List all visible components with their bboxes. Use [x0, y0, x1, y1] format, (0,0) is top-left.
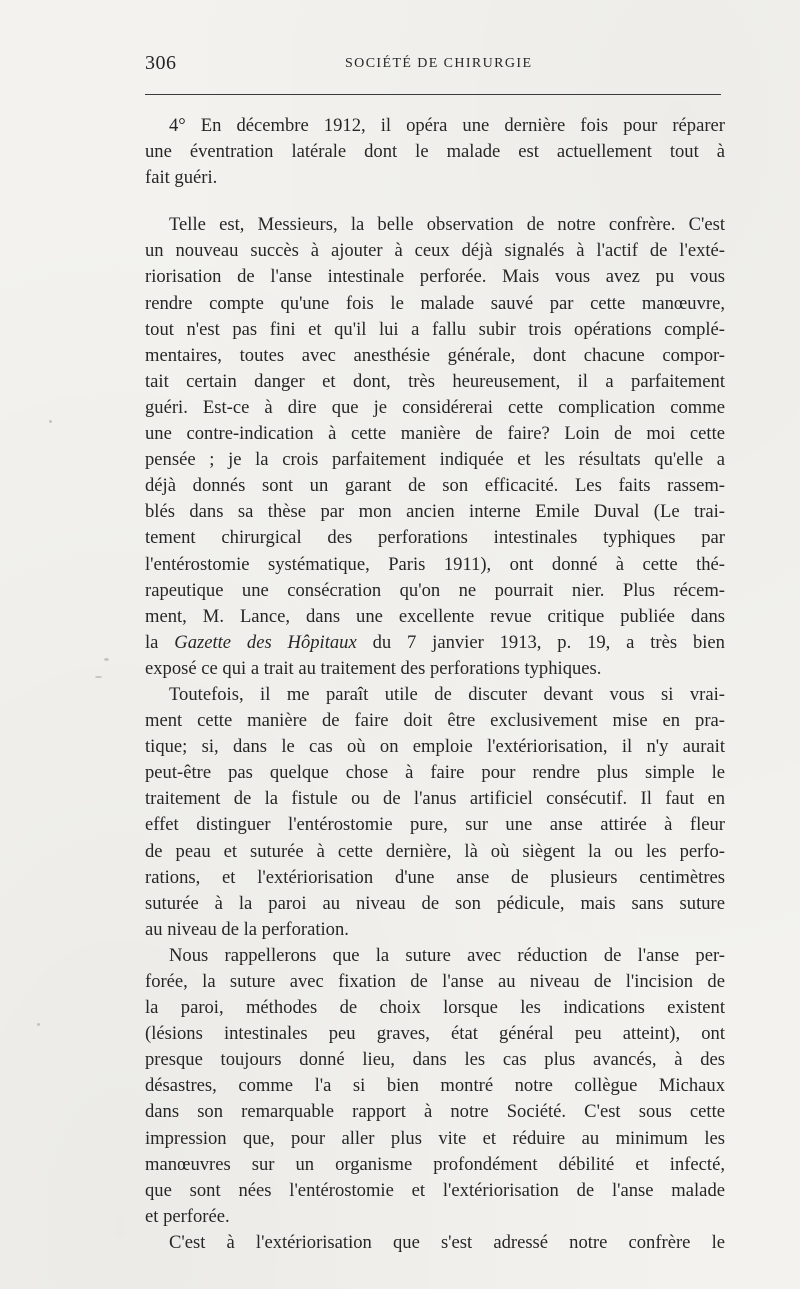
text-line: effet distinguer l'entérostomie pure, sur une anse attirée à fleur — [145, 814, 725, 836]
paragraph-4 — [145, 943, 725, 1230]
text-line: Nous rappellerons que la suture avec réduction de l'anse per- — [169, 944, 725, 966]
text-line: tout n'est pas fini et qu'il lui a fallu subir trois opérations complé- — [145, 318, 725, 340]
text-line: Toutefois, il me paraît utile de discuter devant vous si vrai- — [169, 683, 725, 705]
text-line: presque toujours donné lieu, dans les cas plus avancés, à des — [145, 1049, 725, 1071]
text-line: 4° En décembre 1912, il opéra une dernière fois pour réparer — [169, 115, 725, 136]
text-line: traitement de la fistule ou de l'anus artificiel consécutif. Il faut en — [145, 788, 725, 810]
text-line: rations, et l'extériorisation d'une anse de plusieurs centimètres — [145, 866, 725, 888]
running-head: SOCIÉTÉ DE CHIRURGIE — [345, 56, 533, 71]
text-line: Telle est, Messieurs, la belle observation de notre confrère. C'est — [169, 214, 725, 236]
text-line: l'entérostomie systématique, Paris 1911), ont donné à cette thé- — [145, 553, 725, 575]
text-line: forée, la suture avec fixation de l'anse au niveau de l'incision de — [145, 971, 725, 992]
text-line: désastres, comme l'a si bien montré notre collègue Michaux — [145, 1075, 725, 1097]
text-line: de peau et suturée à cette dernière, là où siègent la ou les perfo- — [145, 840, 725, 862]
text-line: une contre-indication à cette manière de faire? Loin de moi cette — [145, 423, 725, 445]
paragraph-1 — [145, 113, 725, 191]
paragraph-5 — [145, 1230, 725, 1256]
text-line: riorisation de l'anse intestinale perforée. Mais vous avez pu vous — [145, 266, 725, 288]
scan-speck — [95, 676, 102, 678]
text-line: au niveau de la perforation. — [145, 918, 349, 940]
paragraph-2 — [145, 212, 725, 682]
text-line: manœuvres sur un organisme profondément débilité et infecté, — [145, 1153, 725, 1175]
text-line: peut-être pas quelque chose à faire pour rendre plus simple le — [145, 762, 725, 784]
text-line: blés dans sa thèse par mon ancien interne Emile Duval (Le trai- — [145, 501, 725, 523]
text-line: ment, M. Lance, dans une excellente revue critique publiée dans — [145, 605, 725, 627]
text-line: (lésions intestinales peu graves, état général peu atteint), ont — [145, 1023, 725, 1045]
text-line: dans son remarquable rapport à notre Société. C'est sous cette — [145, 1101, 725, 1123]
text-line: que sont nées l'entérostomie et l'extériorisation de l'anse malade — [145, 1179, 725, 1201]
paragraph-gap — [145, 191, 725, 212]
scan-speck — [49, 420, 52, 423]
text-line: fait guéri. — [145, 167, 218, 189]
page-header — [145, 52, 723, 78]
header-rule — [145, 94, 721, 95]
text-line: déjà donnés sont un garant de son efficacité. Les faits rassem- — [145, 475, 725, 497]
text-line: une éventration latérale dont le malade est actuellement tout à — [145, 141, 725, 163]
text-line: ment cette manière de faire doit être exclusivement mise en pra- — [145, 710, 725, 732]
scan-speck — [37, 1023, 40, 1026]
text-line: tique; si, dans le cas où on emploie l'extériorisation, il n'y aurait — [145, 736, 725, 758]
text-line: pensée ; je la crois parfaitement indiquée et les résultats qu'elle a — [145, 449, 725, 471]
text-line: un nouveau succès à ajouter à ceux déjà signalés à l'actif de l'exté- — [145, 240, 725, 262]
text-line: impression que, pour aller plus vite et réduire au minimum les — [145, 1127, 725, 1149]
page-number: 306 — [145, 52, 177, 74]
body-text — [145, 113, 725, 1256]
text-line: suturée à la paroi au niveau de son pédicule, mais sans suture — [145, 892, 725, 914]
text-line: et perforée. — [145, 1205, 230, 1227]
text-line: rendre compte qu'une fois le malade sauvé par cette manœuvre, — [145, 292, 725, 314]
journal-title: Gazette des Hôpitaux — [174, 631, 357, 653]
text-line: exposé ce qui a trait au traitement des perforations typhiques. — [145, 657, 602, 679]
text-line: guéri. Est-ce à dire que je considérerai cette complication comme — [145, 396, 725, 418]
text-line-with-citation: la Gazette des Hôpitaux du 7 janvier 1913, p. 19, a très bien — [145, 631, 725, 653]
text-line: rapeutique une consécration qu'on ne pourrait nier. Plus récem- — [145, 579, 725, 601]
scan-speck — [104, 658, 109, 661]
text-line: C'est à l'extériorisation que s'est adressé notre confrère le — [169, 1231, 725, 1253]
text-line: mentaires, toutes avec anesthésie générale, dont chacune compor- — [145, 344, 725, 366]
text-line: tait certain danger et dont, très heureusement, il a parfaitement — [145, 370, 725, 392]
text-line: la paroi, méthodes de choix lorsque les indications existent — [145, 997, 725, 1019]
text-line: tement chirurgical des perforations intestinales typhiques par — [145, 527, 725, 549]
paragraph-3 — [145, 682, 725, 943]
